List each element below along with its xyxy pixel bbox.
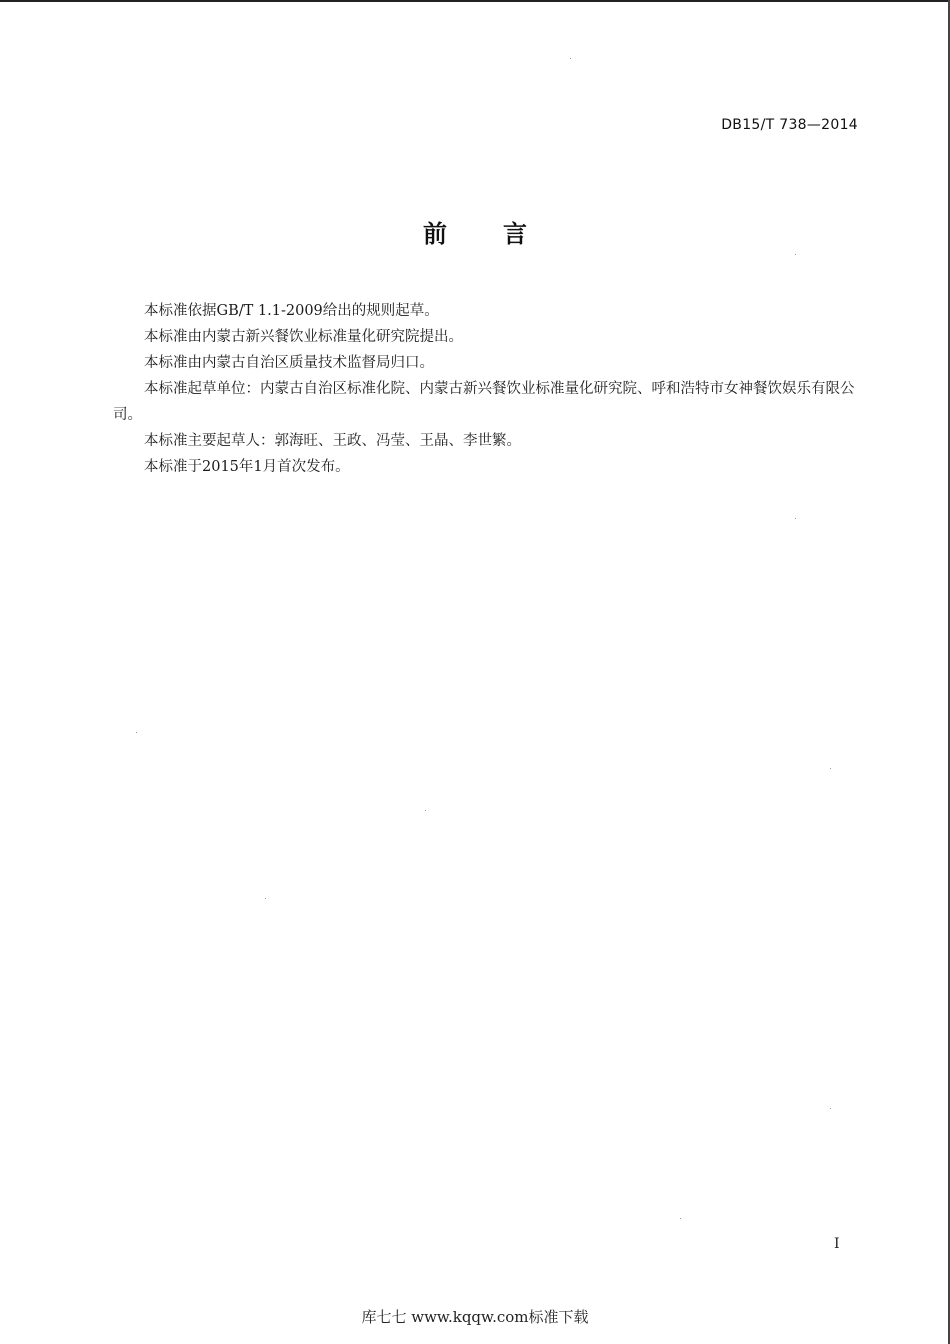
scan-speck [830, 768, 831, 769]
paragraph-release: 本标准于2015年1月首次发布。 [144, 459, 350, 475]
standard-code: DB15/T 738—2014 [721, 117, 858, 133]
scan-speck [136, 732, 137, 733]
paragraph-drafting-rules: 本标准依据GB/T 1.1-2009给出的规则起草。 [144, 303, 439, 319]
paragraph-responsible-body: 本标准由内蒙古自治区质量技术监督局归口。 [144, 355, 434, 371]
page-title: 前言 [423, 220, 583, 248]
scan-speck [830, 1108, 831, 1109]
scan-speck [680, 1218, 681, 1219]
footer-watermark: 库七七 www.kqqw.com标准下载 [361, 1308, 589, 1326]
page-border-top [0, 0, 950, 2]
scan-speck [425, 810, 426, 811]
paragraph-proposer: 本标准由内蒙古新兴餐饮业标准量化研究院提出。 [144, 329, 463, 345]
paragraph-drafters: 本标准主要起草人：郭海旺、王政、冯莹、王晶、李世繁。 [144, 433, 521, 449]
scan-speck [795, 518, 796, 519]
scan-speck [265, 898, 266, 899]
paragraph-drafting-units: 本标准起草单位：内蒙古自治区标准化院、内蒙古新兴餐饮业标准量化研究院、呼和浩特市女神餐饮娱乐有限公司。 [113, 381, 855, 423]
page-number: I [834, 1236, 840, 1252]
scan-speck [570, 58, 571, 59]
foreword-body [113, 298, 861, 480]
scan-speck [795, 254, 796, 255]
